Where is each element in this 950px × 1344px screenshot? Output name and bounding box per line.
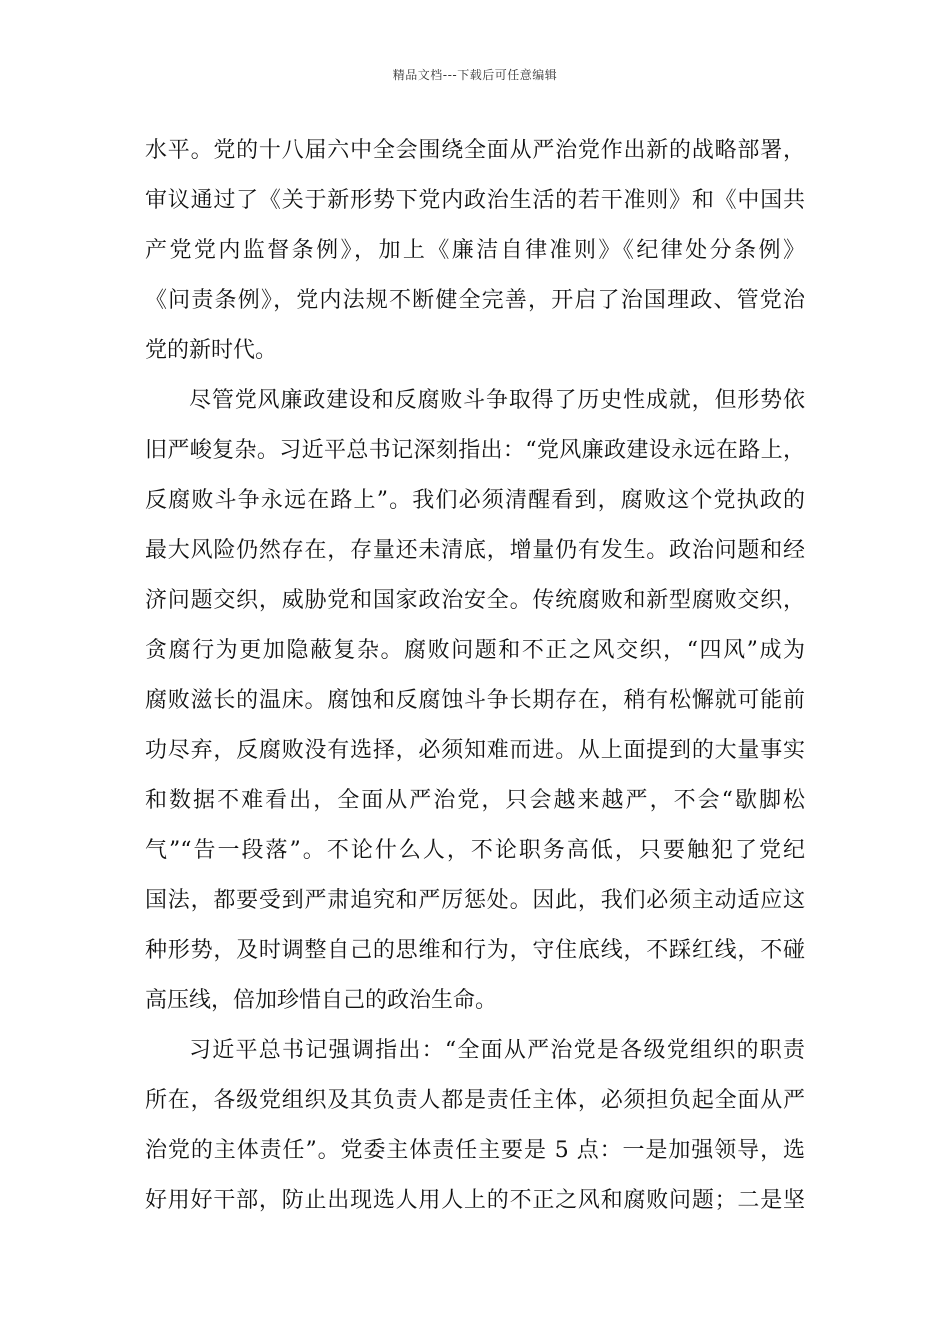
text-line: 国法，都要受到严肃追究和严厉惩处。因此，我们必须主动适应这	[145, 888, 805, 913]
text-line: 气”“告一段落”。不论什么人，不论职务高低，只要触犯了党纪	[145, 838, 805, 863]
text-line: 种形势，及时调整自己的思维和行为，守住底线，不踩红线，不碰	[145, 938, 805, 963]
text-line: 所在，各级党组织及其负责人都是责任主体，必须担负起全面从严	[145, 1088, 805, 1113]
text-line: 腐败滋长的温床。腐蚀和反腐蚀斗争长期存在，稍有松懈就可能前	[145, 688, 805, 713]
text-line: 产党党内监督条例》，加上《廉洁自律准则》《纪律处分条例》	[145, 238, 805, 263]
text-line: 济问题交织，威胁党和国家政治安全。传统腐败和新型腐败交织，	[145, 588, 805, 613]
text-line: 和数据不难看出，全面从严治党，只会越来越严，不会“歇脚松	[145, 788, 805, 813]
text-line: 反腐败斗争永远在路上”。我们必须清醒看到，腐败这个党执政的	[145, 488, 805, 513]
page-header: 精品文档---下载后可任意编辑	[392, 68, 558, 82]
text-line: 治党的主体责任”。党委主体责任主要是 5 点：一是加强领导，选	[145, 1138, 805, 1163]
paragraph	[145, 376, 805, 1026]
text-line: 尽管党风廉政建设和反腐败斗争取得了历史性成就，但形势依	[189, 388, 805, 413]
text-line: 水平。党的十八届六中全会围绕全面从严治党作出新的战略部署，	[145, 138, 805, 163]
text-line: 审议通过了《关于新形势下党内政治生活的若干准则》和《中国共	[145, 188, 805, 213]
text-line: 《问责条例》，党内法规不断健全完善，开启了治国理政、管党治	[145, 288, 805, 313]
paragraph	[145, 1026, 805, 1226]
text-line: 党的新时代。	[145, 338, 278, 363]
text-line: 高压线，倍加珍惜自己的政治生命。	[145, 988, 498, 1013]
text-line: 功尽弃，反腐败没有选择，必须知难而进。从上面提到的大量事实	[145, 738, 805, 763]
paragraph	[145, 126, 805, 376]
text-line: 旧严峻复杂。习近平总书记深刻指出：“党风廉政建设永远在路上，	[145, 438, 805, 463]
text-line: 好用好干部，防止出现选人用人上的不正之风和腐败问题；二是坚	[145, 1188, 805, 1213]
text-line: 习近平总书记强调指出：“全面从严治党是各级党组织的职责	[189, 1038, 805, 1063]
document-body	[145, 126, 805, 1226]
text-line: 贪腐行为更加隐蔽复杂。腐败问题和不正之风交织，“四风”成为	[145, 638, 805, 663]
text-line: 最大风险仍然存在，存量还未清底，增量仍有发生。政治问题和经	[145, 538, 805, 563]
